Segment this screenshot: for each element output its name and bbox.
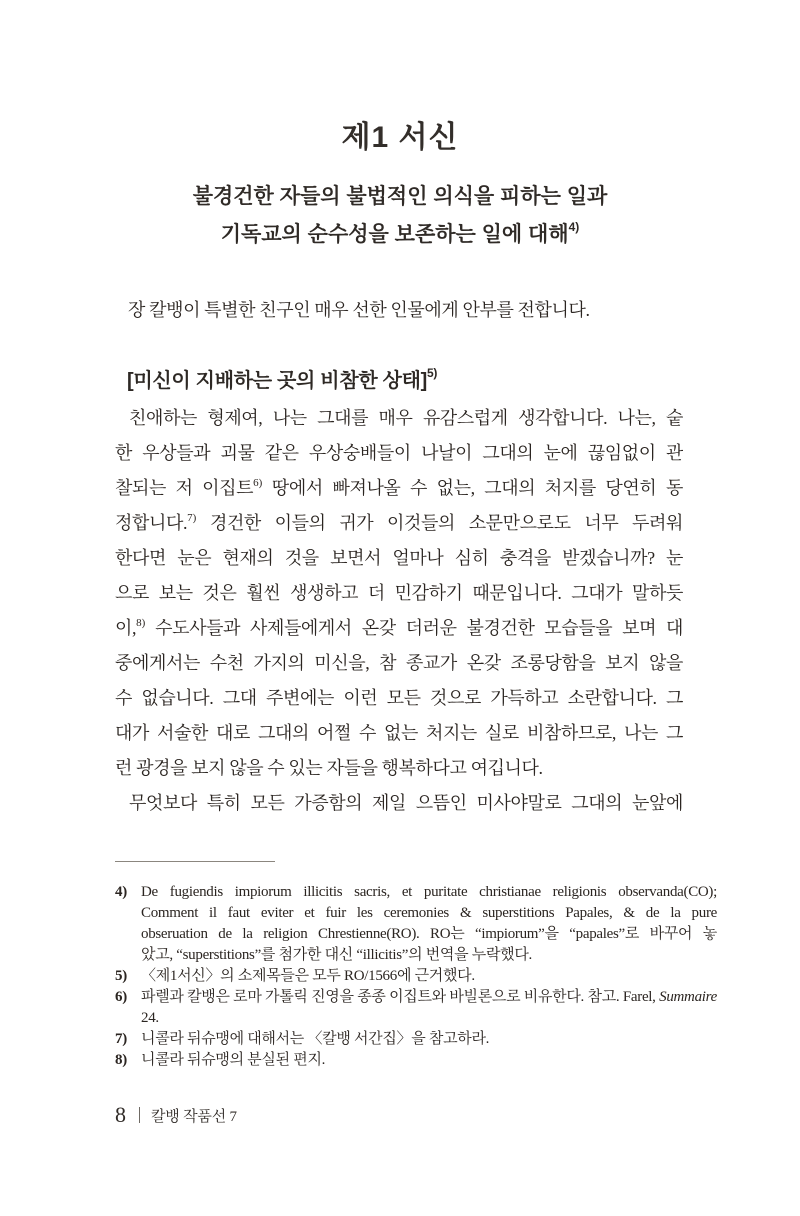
body-text-line: [115, 751, 683, 786]
text-segment: De fugiendis impiorum illicitis sacris, et puritate christianae religionis observanda(CO);: [141, 884, 717, 900]
footnote-separator-rule: [115, 861, 275, 862]
footnote-text: [141, 987, 717, 1029]
footnote-line: [141, 882, 717, 903]
footnote-line: [141, 987, 717, 1008]
body-text-line: [115, 681, 683, 716]
footnote-line: [141, 1029, 717, 1050]
chapter-title: 제1 서신: [341, 121, 459, 154]
text-segment: 파렐과 칼뱅은 로마 가톨릭 진영을 종종 이집트와 바빌론으로 비유한다. 참고. Farel,: [141, 989, 660, 1005]
subtitle-line-2-text: 기독교의 순수성을 보존하는 일에 대해: [220, 223, 569, 246]
subtitle-line-1: 불경건한 자들의 불법적인 의식을 피하는 일과: [192, 185, 608, 208]
body-text-line: [115, 506, 683, 541]
footnote: [115, 882, 717, 966]
footnote: [115, 987, 717, 1029]
footnote-line: [141, 1050, 717, 1071]
footnote: [115, 1029, 717, 1050]
book-title: 칼뱅 작품선 7: [151, 1108, 237, 1125]
text-segment: 으로 보는 것은 훨씬 생생하고 더 민감하기 때문입니다. 그대가 말하듯: [115, 583, 683, 603]
footnotes-block: [115, 882, 717, 1071]
text-segment: Comment il faut eviter et fuir les ceremonies & superstitions Papales, & de la pure: [141, 905, 717, 921]
footnote-number: 8): [115, 1052, 127, 1068]
text-segment: 친애하는 형제여, 나는 그대를 매우 유감스럽게 생각합니다. 나는, 숱: [129, 408, 683, 428]
footnote-number: 5): [115, 968, 127, 984]
page-number: 8: [115, 1102, 126, 1127]
footnote-number: 7): [115, 1031, 127, 1047]
footnote-text: [141, 1050, 717, 1071]
page-footer: [115, 1102, 237, 1128]
footnote-line: [141, 924, 717, 945]
text-segment: Summaire: [659, 989, 717, 1005]
text-segment: 았고, “superstitions”를 첨가한 대신 “illicitis”의 번역을 누락했다.: [141, 947, 532, 963]
footnote-line: [141, 966, 717, 987]
text-segment: 한 우상들과 괴물 같은 우상숭배들이 나날이 그대의 눈에 끊임없이 관: [115, 443, 683, 463]
body-text-line: [115, 576, 683, 611]
footer-divider-bar: [139, 1107, 140, 1123]
text-segment: 찰되는 저 이집트: [115, 478, 254, 498]
section-heading: [115, 364, 695, 393]
text-segment: 니콜라 뒤슈맹에 대해서는 〈칼뱅 서간집〉을 참고하라.: [141, 1031, 490, 1047]
body-text-line: [115, 611, 683, 646]
footnote-text: [141, 966, 717, 987]
body-text-line: [115, 541, 683, 576]
footnote-line: [141, 1008, 717, 1029]
footnote-ref-4: 4): [568, 220, 580, 234]
greeting-line: 장 칼뱅이 특별한 친구인 매우 선한 인물에게 안부를 전합니다.: [128, 300, 590, 320]
footnote-number: 4): [115, 884, 127, 900]
footnote-ref: 7): [187, 512, 197, 524]
text-segment: 이,: [115, 618, 137, 638]
footnote-ref: 6): [253, 477, 263, 489]
text-segment: 정합니다.: [115, 513, 188, 533]
body-text-line: [115, 436, 683, 471]
footnote-line: [141, 903, 717, 924]
text-segment: 경건한 이들의 귀가 이것들의 소문만으로도 너무 두려워: [196, 513, 683, 533]
footnote: [115, 1050, 717, 1071]
body-text-line: [115, 786, 683, 821]
text-segment: 24.: [141, 1010, 159, 1026]
footnote-line: [141, 945, 717, 966]
text-segment: 중에게서는 수천 가지의 미신을, 참 종교가 온갖 조롱당함을 보지 않을: [115, 653, 683, 673]
subtitle-line-2: [0, 216, 800, 254]
text-segment: 무엇보다 특히 모든 가증함의 제일 으뜸인 미사야말로 그대의 눈앞에: [129, 793, 683, 813]
text-segment: 땅에서 빠져나올 수 없는, 그대의 처지를 당연히 동: [262, 478, 683, 498]
footnote-text: [141, 1029, 717, 1050]
text-segment: 대가 서술한 대로 그대의 어쩔 수 없는 처지는 실로 비참하므로, 나는 그: [115, 723, 683, 743]
section-heading-text: [미신이 지배하는 곳의 비참한 상태]: [127, 370, 428, 392]
text-segment: 〈제1서신〉의 소제목들은 모두 RO/1566에 근거했다.: [141, 968, 475, 984]
body-text: [115, 401, 683, 821]
footnote-ref: 8): [136, 617, 146, 629]
text-segment: 한다면 눈은 현재의 것을 보면서 얼마나 심히 충격을 받겠습니까? 눈: [115, 548, 683, 568]
text-segment: 수 없습니다. 그대 주변에는 이런 모든 것으로 가득하고 소란합니다. 그: [115, 688, 683, 708]
footnote-ref-5: 5): [427, 366, 438, 381]
footnote-number: 6): [115, 989, 127, 1005]
chapter-subtitle: [0, 178, 800, 254]
text-segment: obseruation de la religion Chrestienne(RO). RO는 “impiorum”을 “papales”로 바꾸어 놓: [141, 926, 717, 942]
body-text-line: [115, 401, 683, 436]
body-text-line: [115, 471, 683, 506]
footnote: [115, 966, 717, 987]
text-segment: 니콜라 뒤슈맹의 분실된 편지.: [141, 1052, 326, 1068]
text-segment: 수도사들과 사제들에게서 온갖 더러운 불경건한 모습들을 보며 대: [145, 618, 683, 638]
body-text-line: [115, 646, 683, 681]
body-text-line: [115, 716, 683, 751]
footnote-text: [141, 882, 717, 966]
text-segment: 런 광경을 보지 않을 수 있는 자들을 행복하다고 여깁니다.: [115, 758, 543, 778]
